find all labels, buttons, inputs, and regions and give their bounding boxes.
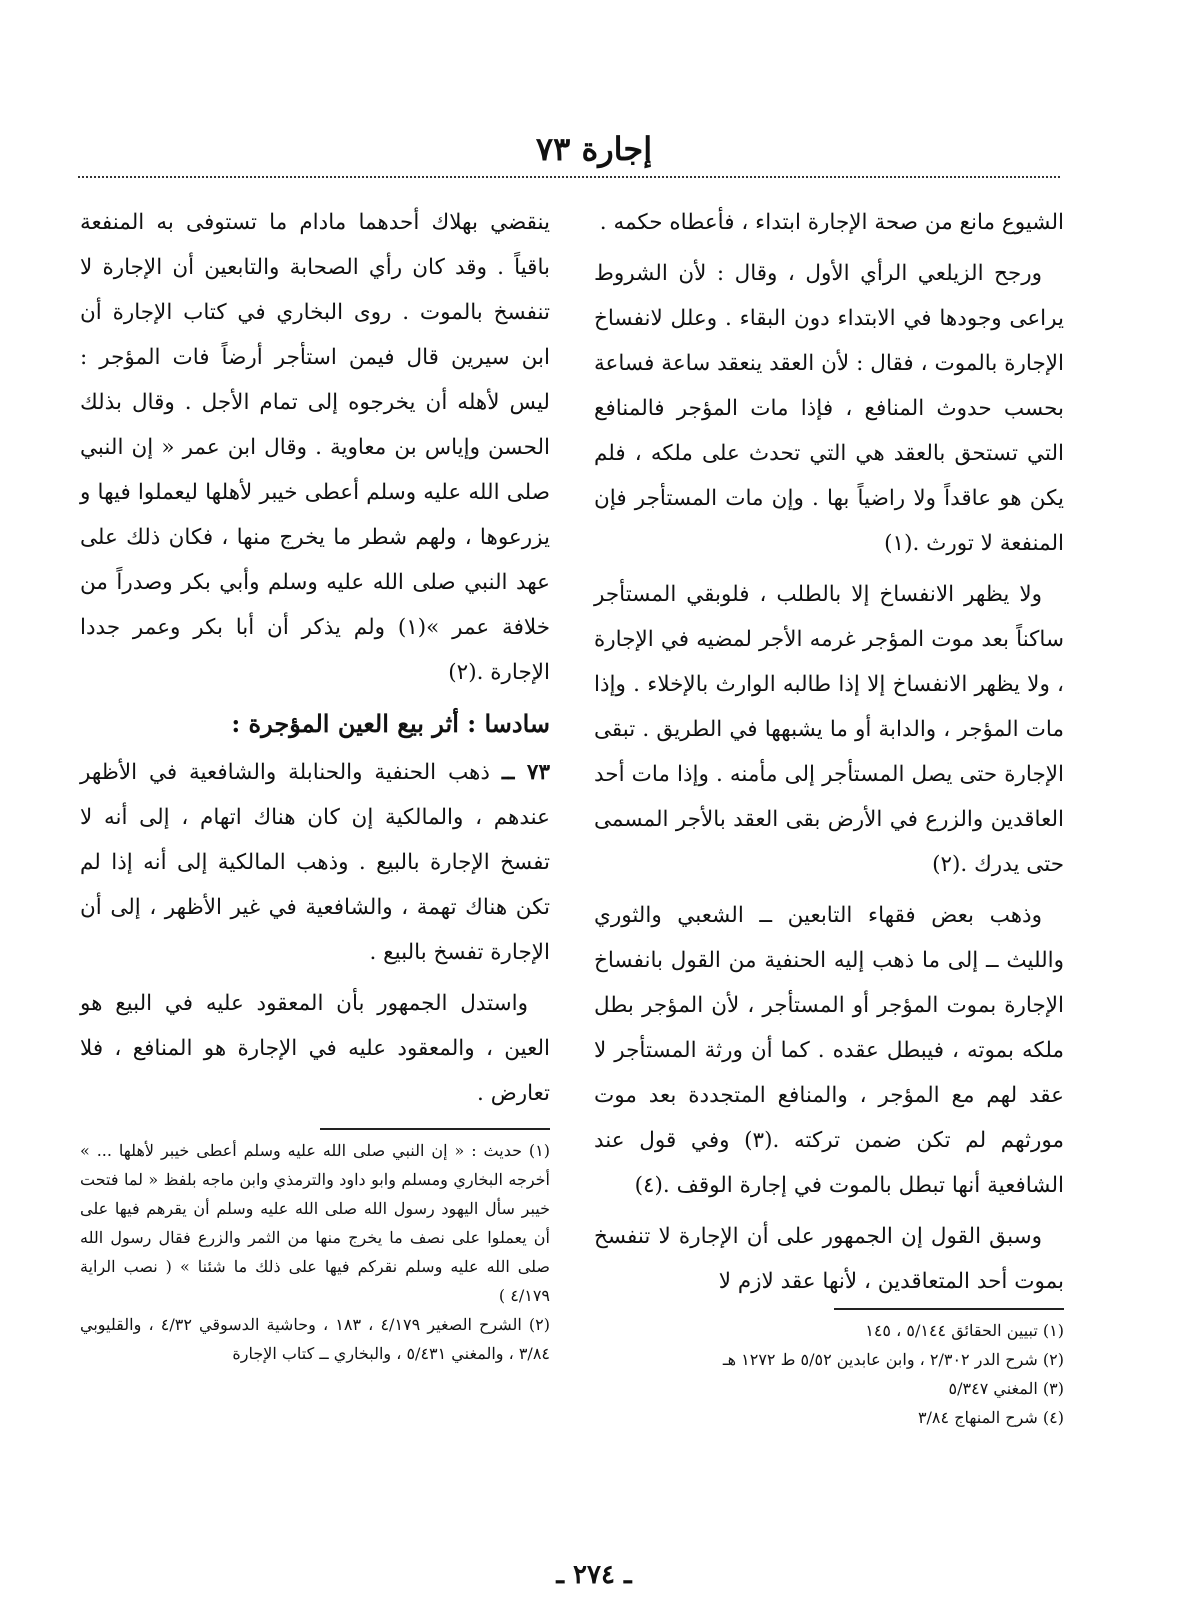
paragraph-number: ٧٣ ــ	[501, 760, 550, 785]
left-footnote-2: (٢) الشرح الصغير ٤/١٧٩ ، ١٨٣ ، وحاشية الدسوقي ٤/٣٢ ، والقليوبي ٣/٨٤ ، والمغني ٥/٤٣١ ، والبخاري ــ كتاب الإجارة	[80, 1315, 550, 1363]
right-footnote-3: (٣) المغني ٥/٣٤٧	[948, 1379, 1064, 1398]
right-footnote-2: (٢) شرح الدر ٢/٣٠٢ ، وابن عابدين ٥/٥٢ ط ١٢٧٢ هـ	[722, 1350, 1064, 1369]
section-heading: سادسا : أثر بيع العين المؤجرة :	[231, 709, 550, 738]
right-paragraph-4: وذهب بعض فقهاء التابعين ــ الشعبي والثوري والليث ــ إلى ما ذهب إليه الحنفية من القول بانفساخ الإجارة بموت المؤجر أو المستأجر ، لأن المؤجر بطل ملكه بموته ، فيبطل عقده . كما أن ورثة المستأجر لا عقد لهم مع المؤجر ، والمنافع المتجددة بعد موت مورثهم لم تكن ضمن تركته .(٣) وفي قول عند الشافعية أنها تبطل بالموت في إجارة الوقف .(٤)	[594, 903, 1064, 1198]
page-number: ـ ٢٧٤ ـ	[556, 1560, 632, 1590]
right-footnote-1: (١) تبيين الحقائق ٥/١٤٤ ، ١٤٥	[865, 1321, 1064, 1340]
left-column	[80, 200, 550, 1122]
page-header-title: إجارة ٧٣	[535, 130, 653, 168]
left-paragraph-2-text: ذهب الحنفية والحنابلة والشافعية في الأظهر عندهم ، والمالكية إن كان هناك اتهام ، إلى أنه لا تفسخ الإجارة بالبيع . وذهب المالكية إلى أنه إذا لم تكن هناك تهمة ، والشافعية في غير الأظهر ، إلى أن الإجارة تفسخ بالبيع .	[80, 760, 550, 965]
right-paragraph-5: وسبق القول إن الجمهور على أن الإجارة لا تنفسخ بموت أحد المتعاقدين ، لأنها عقد لازم لا	[594, 1224, 1064, 1294]
left-paragraph-1: ينقضي بهلاك أحدهما مادام ما تستوفى به المنفعة باقياً . وقد كان رأي الصحابة والتابعين أن الإجارة لا تنفسخ بالموت . روى البخاري في كتاب الإجارة أن ابن سيرين قال فيمن استأجر أرضاً فات المؤجر : ليس لأهله أن يخرجوه إلى تمام الأجل . وقال بذلك الحسن وإياس بن معاوية . وقال ابن عمر « إن النبي صلى الله عليه وسلم أعطى خيبر لأهلها ليعملوا فيها و يزرعوها ، ولهم شطر ما يخرج منها ، فكان ذلك على عهد النبي صلى الله عليه وسلم وأبي بكر وصدراً من خلافة عمر »(١) ولم يذكر أن أبا بكر وعمر جددا الإجارة .(٢)	[80, 210, 550, 685]
left-paragraph-2	[80, 750, 550, 975]
left-footnote-1: (١) حديث : « إن النبي صلى الله عليه وسلم أعطى خيبر لأهلها ... » أخرجه البخاري ومسلم وابو داود والترمذي وابن ماجه بلفظ « لما فتحت خيبر سأل اليهود رسول الله صلى الله عليه وسلم أن يقرهم فيها على أن يعملوا على نصف ما يخرج منها من الثمر والزرع فقال رسول الله صلى الله عليه وسلم نقركم فيها على ذلك ما شئنا » ( نصب الراية ٤/١٧٩ )	[80, 1141, 550, 1305]
header-divider	[78, 176, 1060, 178]
right-paragraph-2: ورجح الزيلعي الرأي الأول ، وقال : لأن الشروط يراعى وجودها في الابتداء دون البقاء . وعلل لانفساخ الإجارة بالموت ، فقال : لأن العقد ينعقد ساعة فساعة بحسب حدوث المنافع ، فإذا مات المؤجر فالمنافع التي تستحق بالعقد هي التي تحدث على ملكه ، فلم يكن هو عاقداً ولا راضياً بها . وإن مات المستأجر فإن المنفعة لا تورث .(١)	[594, 261, 1064, 556]
right-column	[594, 200, 1064, 1310]
footnote-divider	[320, 1128, 550, 1130]
left-footnotes	[80, 1128, 550, 1368]
right-footnote-4: (٤) شرح المنهاج ٣/٨٤	[917, 1408, 1064, 1427]
right-footnotes	[594, 1308, 1064, 1432]
right-paragraph-3: ولا يظهر الانفساخ إلا بالطلب ، فلوبقي المستأجر ساكناً بعد موت المؤجر غرمه الأجر لمضيه في الإجارة ، ولا يظهر الانفساخ إلا إذا طالبه الوارث بالإخلاء . وإذا مات المؤجر ، والدابة أو ما يشبهها في الطريق . تبقى الإجارة حتى يصل المستأجر إلى مأمنه . وإذا مات أحد العاقدين والزرع في الأرض بقى العقد بالأجر المسمى حتى يدرك .(٢)	[594, 582, 1064, 877]
right-paragraph-1: الشيوع مانع من صحة الإجارة ابتداء ، فأعطاه حكمه .	[599, 210, 1064, 235]
left-paragraph-3: واستدل الجمهور بأن المعقود عليه في البيع هو العين ، والمعقود عليه في الإجارة هو المنافع ، فلا تعارض .	[80, 991, 550, 1106]
footnote-divider	[834, 1308, 1064, 1310]
